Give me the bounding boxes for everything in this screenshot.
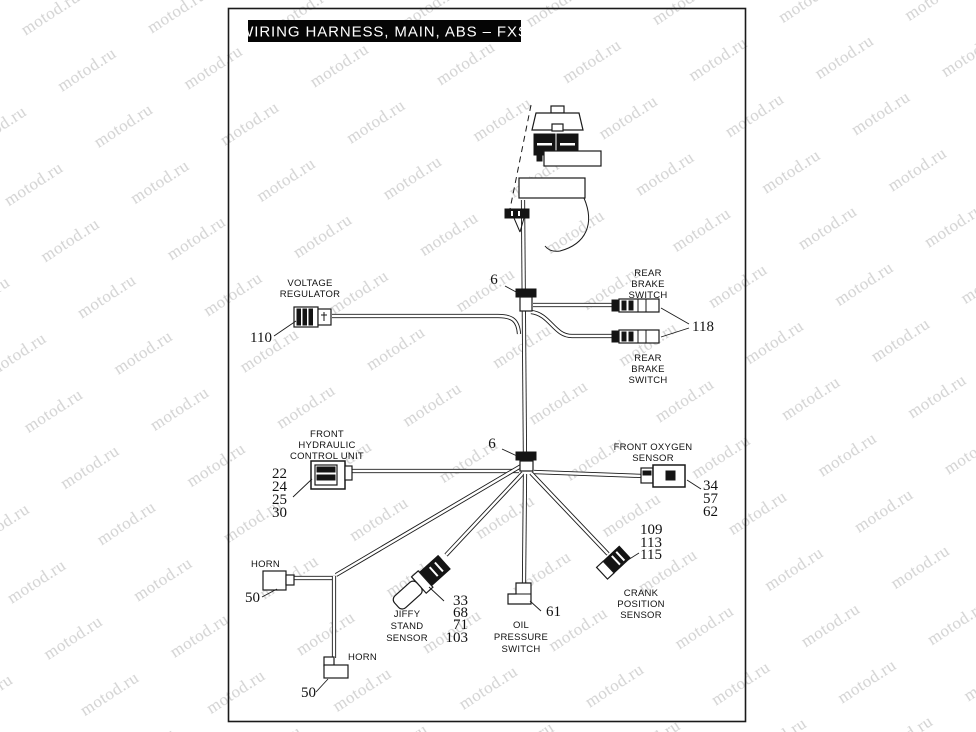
oxygen-sensor-label-2: SENSOR	[632, 453, 674, 464]
clip-slit	[518, 211, 520, 216]
jiffy-label-2: STAND	[390, 621, 424, 632]
item-number-hydraulic-1: 22	[272, 466, 287, 482]
item-number-crank-3: 115	[640, 547, 662, 563]
oxygen-sensor-label-1: FRONT OXYGEN	[613, 442, 693, 453]
branch-block	[520, 297, 532, 311]
voltage-regulator-label-1: VOLTAGE	[287, 278, 333, 289]
rear-brake-upper-label-1: REAR	[634, 268, 662, 279]
crank-label-1: CRANK	[623, 588, 659, 599]
fuse-holder-lower	[519, 178, 585, 198]
item-number-rear-brake: 118	[692, 319, 714, 335]
connector-stripe	[629, 301, 633, 310]
horn-connector-lower	[324, 665, 348, 678]
fuse-leg	[537, 155, 542, 161]
rear-brake-upper-label-3: SWITCH	[628, 290, 668, 301]
item-number-oxygen-2: 57	[703, 491, 718, 507]
connector-pin	[666, 471, 675, 480]
hydraulic-label-1: FRONT	[310, 429, 344, 440]
jiffy-label-1: JIFFY	[393, 609, 421, 620]
connector-stripe	[643, 471, 651, 475]
fuse-holder-upper	[544, 151, 601, 166]
cover-tab	[551, 106, 564, 113]
rear-brake-upper-label-2: BRAKE	[631, 279, 665, 290]
cover-notch	[552, 124, 563, 131]
page-title: WIRING HARNESS, MAIN, ABS – FXS	[239, 23, 529, 41]
connector-stripe	[309, 309, 313, 325]
connector-stripe	[303, 309, 307, 325]
horn-connector-upper	[263, 571, 286, 590]
item-number-horn-upper: 50	[245, 590, 260, 606]
rear-brake-lower-label-2: BRAKE	[631, 364, 665, 375]
connector-tab	[345, 466, 352, 480]
junction-block	[520, 461, 533, 471]
horn-lower-label: HORN	[348, 652, 377, 663]
connector-stripe	[317, 475, 335, 480]
cable-clip-icon	[516, 289, 536, 297]
crank-label-2: POSITION	[617, 599, 665, 610]
item-number-crank-1: 109	[640, 522, 663, 538]
item-number-hydraulic-2: 24	[272, 479, 287, 495]
hydraulic-label-2: HYDRAULIC	[298, 440, 356, 451]
item-number-jiffy-3: 71	[453, 617, 468, 633]
item-number-crank-2: 113	[640, 535, 662, 551]
connector-stripe	[629, 332, 633, 341]
rear-brake-lower-label-3: SWITCH	[628, 375, 668, 386]
oil-pressure-label-1: OIL	[512, 620, 530, 631]
crank-label-3: SENSOR	[620, 610, 662, 621]
horn-upper-label: HORN	[251, 559, 280, 570]
connector-tip	[612, 331, 619, 342]
wire-oil-pressure	[524, 474, 525, 584]
connector-tip	[612, 300, 619, 311]
item-number-jiffy-1: 33	[453, 593, 468, 609]
item-number-jiffy-4: 103	[445, 630, 468, 646]
clip-slit	[511, 211, 513, 216]
connector-stripe	[297, 309, 301, 325]
connector-stripe	[317, 467, 335, 472]
voltage-regulator-label-2: REGULATOR	[279, 289, 341, 300]
item-number-oil-pressure: 61	[546, 604, 561, 620]
cable-clip-icon	[516, 452, 536, 460]
item-number-horn-lower: 50	[301, 685, 316, 701]
harness-clip-top	[505, 209, 529, 218]
title-bar	[239, 20, 529, 42]
connector-stripe	[622, 332, 626, 341]
fuse-right-slit	[560, 143, 575, 146]
item-number-voltage-regulator: 110	[250, 330, 272, 346]
oil-pressure-label-2: PRESSURE	[493, 632, 549, 643]
rear-brake-lower-label-1: REAR	[634, 353, 662, 364]
item-number-hydraulic-3: 25	[272, 492, 287, 508]
wire-main-trunk	[523, 200, 525, 461]
hydraulic-label-3: CONTROL UNIT	[290, 451, 364, 462]
wire-core	[524, 474, 525, 584]
jiffy-label-3: SENSOR	[386, 633, 428, 644]
item-number-oxygen-3: 62	[703, 504, 718, 520]
item-number-hydraulic-4: 30	[272, 505, 287, 521]
item-number-clip-upper: 6	[490, 272, 498, 288]
connector-stripe	[622, 301, 626, 310]
item-number-clip-lower: 6	[488, 436, 496, 452]
connector-tab	[286, 575, 294, 585]
item-number-oxygen-1: 34	[703, 478, 718, 494]
fuse-left-slit	[537, 143, 552, 146]
oil-pressure-label-3: SWITCH	[501, 644, 541, 655]
item-number-jiffy-2: 68	[453, 605, 468, 621]
